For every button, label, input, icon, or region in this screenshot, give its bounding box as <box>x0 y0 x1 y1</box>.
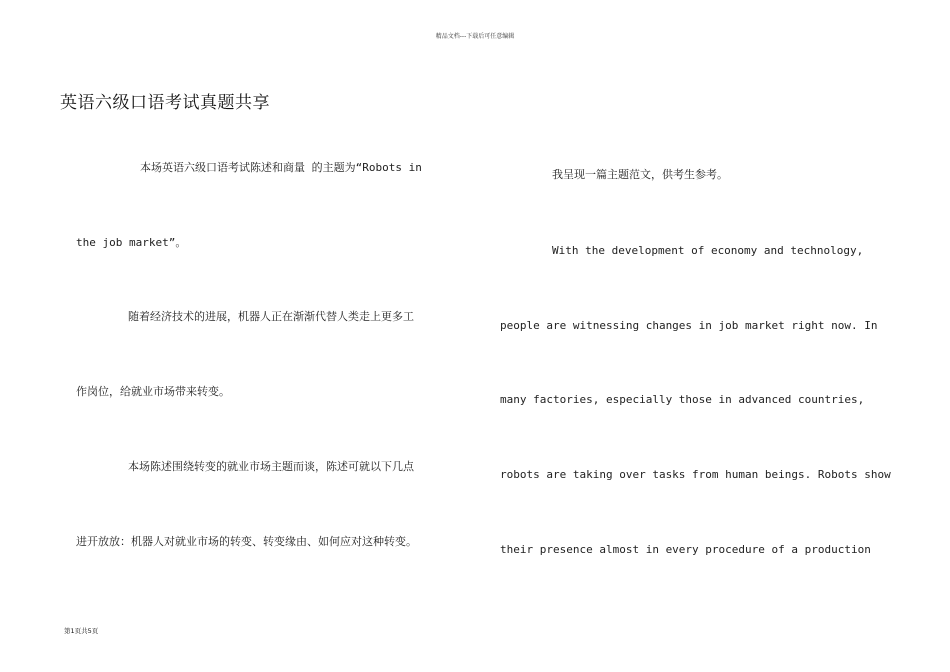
paragraph-line: robots are taking over tasks from human beings. Robots show <box>500 468 891 481</box>
paragraph-line: 我呈现一篇主题范文，供考生参考。 <box>552 168 728 181</box>
header-note: 精品文档---下载后可任意编辑 <box>435 33 515 40</box>
page-number: 第1页共5页 <box>64 627 99 635</box>
paragraph-line: With the development of economy and technology, <box>552 244 864 257</box>
paragraph-line: 作岗位，给就业市场带来转变。 <box>76 385 230 398</box>
paragraph-line: people are witnessing changes in job market right now. In <box>500 319 878 332</box>
paragraph-line: 本场陈述围绕转变的就业市场主题而谈，陈述可就以下几点 <box>128 460 414 473</box>
paragraph-line: 进开放放：机器人对就业市场的转变、转变缘由、如何应对这种转变。 <box>76 535 417 548</box>
paragraph-line: the job market”。 <box>76 236 187 249</box>
document-title: 英语六级口语考试真题共享 <box>60 93 270 113</box>
paragraph-line: 随着经济技术的进展，机器人正在渐渐代替人类走上更多工 <box>128 310 414 323</box>
paragraph-line: 本场英语六级口语考试陈述和商量 的主题为“Robots in <box>140 161 422 174</box>
paragraph-line: their presence almost in every procedure of a production <box>500 543 871 556</box>
paragraph-line: many factories, especially those in advanced countries, <box>500 393 865 406</box>
